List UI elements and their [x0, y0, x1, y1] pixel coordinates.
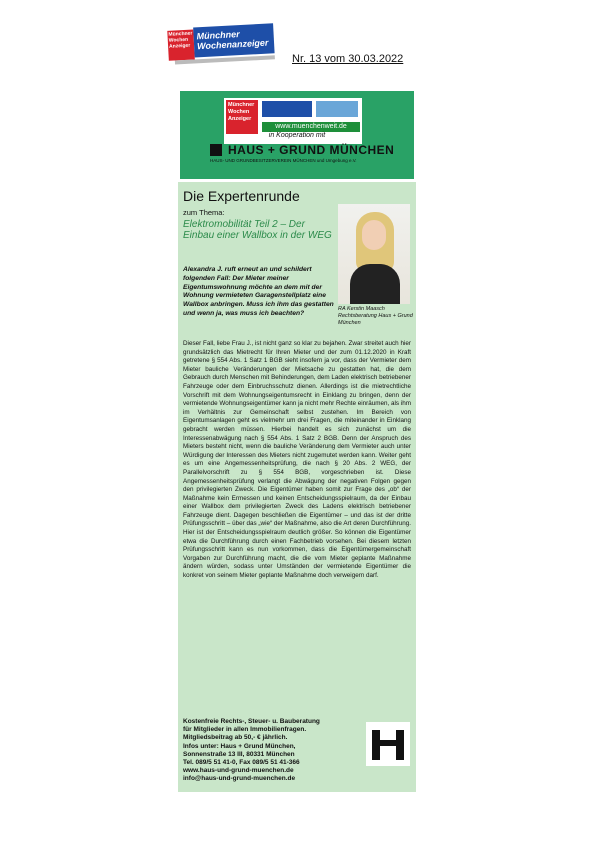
photo-body [350, 264, 400, 304]
contact-line: Mitgliedsbeitrag ab 50,- € jährlich. [183, 734, 288, 742]
cooperation-banner [180, 91, 414, 179]
article-box [178, 182, 416, 792]
haus-grund-logo [366, 722, 410, 766]
contact-line: für Mitglieder in allen Immobilienfragen. [183, 726, 307, 734]
muenchner-wochenanzeiger-logo [167, 23, 277, 63]
contact-line: Sonnenstraße 13 III, 80331 München [183, 750, 295, 758]
contact-line: Infos unter: Haus + Grund München, [183, 742, 296, 750]
contact-info [183, 718, 363, 784]
haus-grund-icon [210, 144, 222, 156]
contact-email[interactable]: info@haus-und-grund-muenchen.de [183, 775, 296, 783]
topic-label: zum Thema: [183, 208, 225, 217]
photo-face [362, 220, 386, 250]
website-link[interactable]: www.muenchenweit.de [262, 122, 360, 132]
author-photo [338, 204, 410, 304]
logo-red-block: Münchner Wochen Anzeiger [167, 29, 195, 60]
logo-bar [372, 730, 380, 760]
article-topic: Elektromobilität Teil 2 – Der Einbau einer Wallbox in der WEG [183, 219, 332, 241]
haus-grund-subtitle: HAUS- UND GRUNDBESITZERVEREIN MÜNCHEN und Umgebung e.V. [210, 158, 357, 163]
article-title: Die Expertenrunde [183, 188, 300, 204]
logo-blue-block: Münchner Wochenanzeiger [193, 23, 274, 57]
haus-grund-title: HAUS + GRUND MÜNCHEN [228, 143, 395, 157]
cooperation-text: in Kooperation mit [268, 132, 326, 139]
logo-bar [380, 740, 396, 746]
mini-logo-blue [262, 101, 312, 117]
mini-logo-lightblue [316, 101, 358, 117]
reader-question: Alexandra J. ruft erneut an und schildert folgenden Fall: Der Mieter meiner Eigentumswohnung möchte an dem mit der Wohnung vermieteten Garagenstellplatz eine Wallbox anbringen. Muss ich ihm das gestatten und wenn ja, was muss ich beachten? [183, 266, 334, 317]
photo-caption: RA Kerstin Maasch Rechtsberatung Haus + Grund München [338, 306, 413, 326]
contact-website[interactable]: www.haus-und-grund-muenchen.de [183, 767, 294, 775]
logo-bar [396, 730, 404, 760]
contact-line: Kostenfreie Rechts-, Steuer- u. Bauberatung [183, 718, 320, 725]
contact-line: Tel. 089/5 51 41-0, Fax 089/5 51 41-366 [183, 759, 300, 767]
issue-number: Nr. 13 vom 30.03.2022 [292, 53, 404, 65]
article-body: Dieser Fall, liebe Frau J., ist nicht ganz so klar zu bejahen. Zwar streitet auch hier grundsätzlich das Mietrecht für Ihren Mieter und der zum 01.12.2020 in Kraft getretene § 554 Abs. 1 Satz 1 BGB sieht insofern ja vor, dass der Vermieter dem Mieter bauliche Veränderungen der Mietsache zu gestatten hat, die dem Gebrauch durch Menschen mit Behinderungen, dem Laden elektrisch betriebener Fahrzeuge oder dem Einbruchsschutz dienen. Allerdings ist die mietrechtliche Vorschrift mit dem Wohnungseigentumsrecht in Einklang zu bringen, denn der vermietende Wohnungseigentümer kann ja nicht mehr Rechte einräumen, als ihm im Verhältnis zur Gemeinschaft selbst zustehen. Im Bereich von Eigentumsanlagen geht es vielmehr um drei Fragen, die miteinander in Einklang gebracht werden müssen. Hierbei handelt es sich zunächst um die Interessenabwägung nach § 554 Abs. 1 Satz 2 BGB. Denn der Anspruch des Mieters besteht nicht, wenn die bauliche Veränderung dem Vermieter auch unter Würdigung der Interessen des Mieters nicht zugemutet werden kann. Weiter geht es um eine Angemessenheitsprüfung, die nach § 20 Abs. 2 WEG, der Parallelvorschrift zu § 554 BGB, vorgeschrieben ist. Diese Angemessenheitsprüfung verlangt die Abwägung der negativen Folgen gegen den privilegierten Zweck. Die Eigentümer haben somit zur Frage des „ob“ der Maßnahme kein Ermessen und keinen Entscheidungsspielraum, da der Einbau einer Wallbox dem privilegierten Zweck des Ladens elektrisch betriebener Fahrzeuge dient. Dagegen beschließen die Eigentümer – und das ist der dritte Prüfungsschritt – über das „wie“ der Maßnahme, also die Art deren Durchführung. Hier ist der Entscheidungsspielraum deutlich größer. So können die Eigentümer etwa die Durchführung durch einen Fachbetrieb vorsehen. Bei diesem letzten Prüfungsschritt kann es nun vorkommen, dass die Eigentümergemeinschaft Vorgaben zur Durchführung macht, die die vom Mieter geplante Maßnahme ändern würden, sodass unter Umständen der vermietende Eigentümer die konkret von seinem Mieter geplante Maßnahme doch verweigern darf. [183, 340, 411, 580]
mini-logo-red: Münchner Wochen Anzeiger [226, 100, 258, 134]
